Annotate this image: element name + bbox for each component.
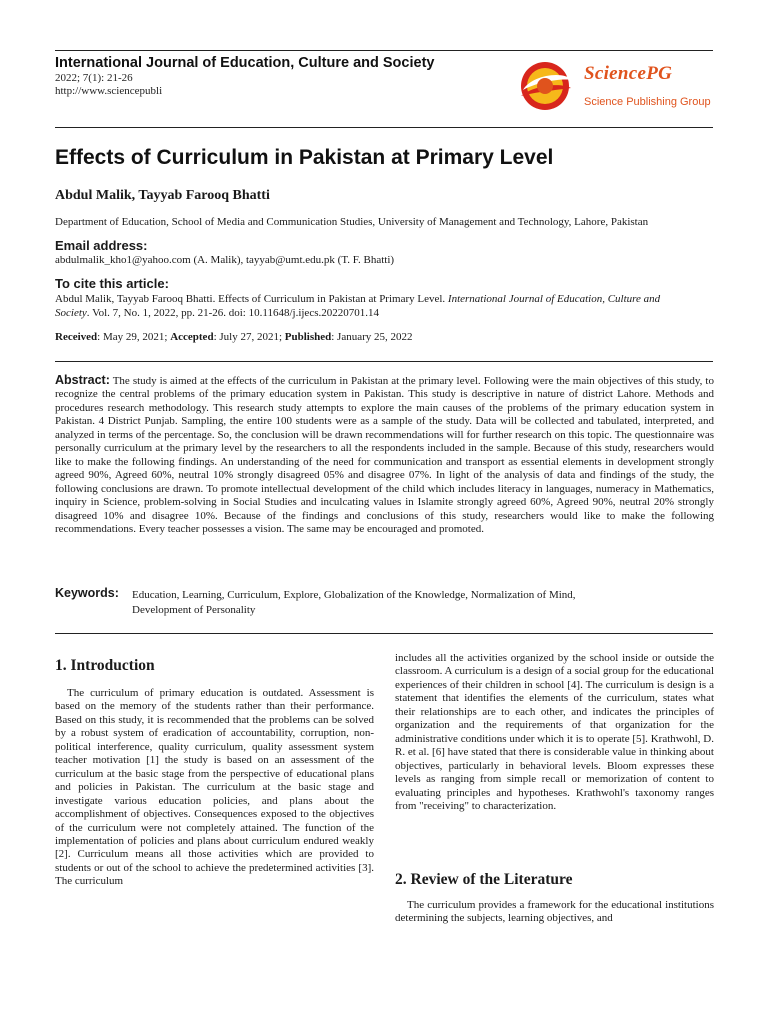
logo-tagline: Science Publishing Group [584,96,711,108]
citation [55,293,715,320]
volume-line: 2022; 7(1): 21-26 [55,72,133,84]
right-column-body [395,652,714,813]
citation-journal-cont: Society [55,306,87,319]
top-rule [55,50,713,51]
keywords-label: Keywords: [55,586,119,600]
journal-title: International Journal of Education, Culture and Society [55,55,435,71]
paper-title: Effects of Curriculum in Pakistan at Primary Level [55,146,554,169]
citation-authors-title: Abdul Malik, Tayyab Farooq Bhatti. Effects of Curriculum in Pakistan at Primary Level. [55,293,448,305]
abstract-text: The study is aimed at the effects of the curriculum in Pakistan at the primary level. Following were the main objectives of this study, to recognize the central problems of the primary education system in Pakistan. This study is descriptive in nature of district Lahore. Methods and procedures research methodology. This research study attempts to explore the main causes of the problems of the primary education system in Pakistan. 4 District Punjab. Sampling, the entire 100 students were as a sample of the study. Data will be collected and tabulated, interpreted, and analyzed in terms of the percentage. So, the conclusion will be drawn recommendations will for further research on this topic. The questionnaire was personally curriculum at the primary level by the researchers to all the respondents included in the sample. Because of this study, researchers would like to make the following findings. An understanding of the need for communication and transport as essential elements in development strongly agreed 90%, Agreed 60%, neutral 10% strongly disagreed 05% and disagree 07%. In light of the analysis of data and findings of the study, the following conclusions are drawn. To promote intellectual development of the child which includes literacy in languages, numeracy in Mathematics, inquiry in Science, problem-solving in Social Studies and inculcating values in Islamite strongly agreed 60%, Agreed 90%, neutral 20% strongly disagreed 10% and disagree 10%. Because of the findings and conclusions of this study, researchers would like to make the following recommendations. Every teacher possesses a vision. The same may be encouraged and promoted. [55,375,714,535]
abstract-bottom-rule [55,633,713,634]
section-heading-introduction: 1. Introduction [55,657,155,674]
citation-doi[interactable]: . Vol. 7, No. 1, 2022, pp. 21-26. doi: 10.11648/j.ijecs.20220701.14 [86,306,379,319]
email-heading: Email address: [55,238,148,253]
header-rule [55,127,713,128]
published-date: : January 25, 2022 [331,331,413,343]
article-dates [55,331,413,345]
logo-name: SciencePG [584,63,673,84]
published-label: Published [284,331,332,343]
introduction-body [55,687,374,889]
citation-journal: International Journal of Education, Culture and [447,293,661,305]
keywords [132,588,692,618]
received-label: Received [55,331,98,343]
accepted-label: Accepted [170,331,214,343]
review-paragraph: The curriculum provides a framework for the educational institutions determining the subjects, learning objectives, and [395,899,714,925]
authors: Abdul Malik, Tayyab Farooq Bhatti [55,188,270,203]
affiliation: Department of Education, School of Media and Communication Studies, University of Management and Technology, Lahore, Pakistan [55,216,649,228]
section-heading-review: 2. Review of the Literature [395,871,573,888]
introduction-paragraph: The curriculum of primary education is outdated. Assessment is based on the memory of the students rather than their performance. Based on this study, it is recommended that the problems can be solved by a robust system of eradication of accountability, corruption, non-political interference, quality curriculum, quality assessment system teacher motivation [1] the study is based on an assessment of the curriculum at the basic stage from the perspective of educational plans and policies in Pakistan. The curriculum at the basic stage and investigate various education policies, and plans about the accomplishment of objectives. Consequences exposed to the objectives of the curriculum were not completely attained. The function of the implementation of policies and plans about curriculum endured weakly [2]. Curriculum means all those activities which are provided to students or out of the school to achieve the predetermined activities [3]. The curriculum [55,687,374,888]
abstract-top-rule [55,361,713,362]
abstract-label: Abstract: [55,373,110,387]
email-addresses[interactable]: abdulmalik_kho1@yahoo.com (A. Malik), tayyab@umt.edu.pk (T. F. Bhatti) [55,254,395,266]
cite-heading: To cite this article: [55,276,169,291]
journal-url[interactable]: http://www.sciencepubli [55,85,163,97]
received-date: : May 29, 2021; [97,331,171,343]
curriculum-paragraph: includes all the activities organized by the school inside or outside the classroom. A curriculum is a design of a social group for the educational experiences of their children in school [4]. The curriculum is design is a statement that identifies the elements of the curriculum, states what their relationships are to each other, and indicates the principles of organization and the requirements of that organization for the administrative conditions under which it is to operate [5]. Krathwohl, D. R. et al. [6] have stated that there is considerable value in thinking about objectives, particularly in behavioral levels. Bloom expresses these levels as ranging from simple recall or memorization of content to evaluating principles and hypotheses. Krathwohl's taxonomy ranges from "receiving" to characterization. [395,652,714,812]
keywords-line-2: Development of Personality [132,604,256,616]
keywords-line-1: Education, Learning, Curriculum, Explore, Globalization of the Knowledge, Normalization of Mind, [132,589,576,601]
review-body [395,899,714,926]
abstract [55,374,714,536]
accepted-date: : July 27, 2021; [213,331,285,343]
